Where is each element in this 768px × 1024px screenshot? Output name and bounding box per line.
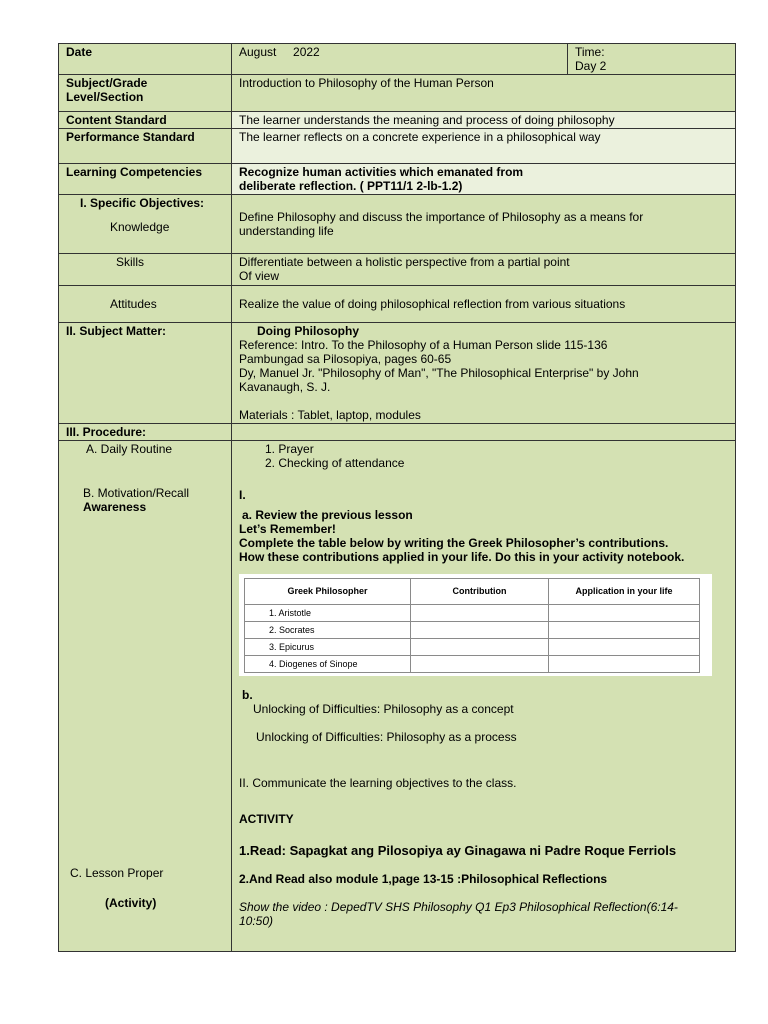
reference-1: Reference: Intro. To the Philosophy of a Human Person slide 115-136 — [239, 338, 608, 352]
gp-diogenes: 4. Diogenes of Sinope — [269, 659, 358, 669]
attitudes-value: Realize the value of doing philosophical reflection from various situations — [232, 286, 736, 323]
motivation-label: B. Motivation/Recall — [83, 486, 190, 500]
gp-header-application: Application in your life — [549, 579, 700, 605]
objectives-knowledge-label — [59, 195, 232, 254]
procedure-heading-row — [59, 424, 736, 441]
skills-label-cell — [59, 254, 232, 286]
learning-competencies-row — [59, 164, 736, 195]
instruction-line2: How these contributions applied in your life. Do this in your activity notebook. — [239, 550, 685, 564]
subject-label-line1: Subject/Grade — [66, 76, 148, 90]
read-module: 2.And Read also module 1,page 13-15 :Philosophical Reflections — [239, 872, 608, 886]
review-previous-lesson: a. Review the previous lesson — [242, 508, 413, 522]
date-label: Date — [59, 44, 232, 75]
performance-standard-label: Performance Standard — [59, 129, 232, 164]
skills-label: Skills — [116, 255, 145, 269]
routine-item-attendance: 2. Checking of attendance — [265, 456, 405, 470]
performance-standard-value: The learner reflects on a concrete experience in a philosophical way — [232, 129, 736, 164]
procedure-heading-blank — [232, 424, 736, 441]
unlocking-process: Unlocking of Difficulties: Philosophy as a process — [256, 730, 517, 744]
materials: Materials : Tablet, laptop, modules — [239, 408, 421, 422]
performance-standard-row — [59, 129, 736, 164]
competency-line2: deliberate reflection. ( PPT11/1 2-lb-1.2) — [239, 179, 463, 193]
subject-matter-value — [232, 323, 736, 424]
learning-competencies-label: Learning Competencies — [59, 164, 232, 195]
attitudes-label-cell — [59, 286, 232, 323]
lets-remember: Let’s Remember! — [239, 522, 336, 536]
gp-socrates: 2. Socrates — [269, 625, 315, 635]
video-line2: 10:50) — [239, 914, 274, 928]
content-standard-label: Content Standard — [59, 112, 232, 129]
knowledge-line1: Define Philosophy and discuss the importance of Philosophy as a means for — [239, 210, 644, 224]
gp-row — [245, 656, 700, 673]
date-month: August — [239, 45, 277, 59]
b-label: b. — [242, 688, 253, 702]
date-year: 2022 — [293, 45, 320, 59]
time-label: Time: — [575, 45, 605, 59]
competency-line1: Recognize human activities which emanated from — [239, 165, 524, 179]
roman-one: I. — [239, 488, 246, 502]
skills-line2: Of view — [239, 269, 280, 283]
reference-3-line2: Kavanaugh, S. J. — [239, 380, 331, 394]
reference-3-line1: Dy, Manuel Jr. "Philosophy of Man", "The Philosophical Enterprise" by John — [239, 366, 639, 380]
knowledge-value — [232, 195, 736, 254]
video-line1: Show the video : DepedTV SHS Philosophy Q1 Ep3 Philosophical Reflection(6:14- — [239, 900, 678, 914]
procedure-heading: III. Procedure: — [59, 424, 232, 441]
activity-heading: ACTIVITY — [239, 812, 294, 826]
attitudes-row — [59, 286, 736, 323]
gp-epicurus: 3. Epicurus — [269, 642, 315, 652]
learning-competencies-value — [232, 164, 736, 195]
procedure-content — [232, 441, 736, 952]
subject-label-line2: Level/Section — [66, 90, 144, 104]
gp-header-contribution: Contribution — [411, 579, 549, 605]
greek-philosopher-table-image — [239, 574, 712, 676]
routine-item-prayer: 1. Prayer — [265, 442, 314, 456]
gp-row — [245, 639, 700, 656]
time-cell — [568, 44, 736, 75]
day-value: Day 2 — [575, 59, 607, 73]
attitudes-label: Attitudes — [110, 297, 157, 311]
skills-line1: Differentiate between a holistic perspective from a partial point — [239, 255, 570, 269]
date-value — [232, 44, 568, 75]
knowledge-label: Knowledge — [110, 220, 170, 234]
gp-row — [245, 622, 700, 639]
daily-routine-label: A. Daily Routine — [86, 442, 173, 456]
skills-row — [59, 254, 736, 286]
date-row — [59, 44, 736, 75]
subject-matter-row — [59, 323, 736, 424]
reference-2: Pambungad sa Pilosopiya, pages 60-65 — [239, 352, 452, 366]
lesson-plan-table — [58, 43, 736, 952]
lesson-plan — [58, 43, 735, 952]
subject-label — [59, 75, 232, 112]
content-standard-value: The learner understands the meaning and process of doing philosophy — [232, 112, 736, 129]
read-ferriols: 1.Read: Sapagkat ang Pilosopiya ay Ginagawa ni Padre Roque Ferriols — [239, 843, 677, 858]
subject-matter-label: II. Subject Matter: — [59, 323, 232, 424]
subject-value: Introduction to Philosophy of the Human Person — [232, 75, 736, 112]
greek-philosopher-table — [244, 578, 700, 673]
skills-value — [232, 254, 736, 286]
procedure-labels — [59, 441, 232, 952]
knowledge-row — [59, 195, 736, 254]
subject-row — [59, 75, 736, 112]
subject-matter-title: Doing Philosophy — [257, 324, 359, 338]
procedure-body-row — [59, 441, 736, 952]
gp-row — [245, 605, 700, 622]
objectives-heading: I. Specific Objectives: — [80, 196, 205, 210]
unlocking-concept: Unlocking of Difficulties: Philosophy as a concept — [253, 702, 514, 716]
awareness-label: Awareness — [83, 500, 147, 514]
lesson-proper-label: C. Lesson Proper — [70, 866, 164, 880]
content-standard-row — [59, 112, 736, 129]
gp-header-philosopher: Greek Philosopher — [245, 579, 411, 605]
instruction-line1: Complete the table below by writing the Greek Philosopher’s contributions. — [239, 536, 669, 550]
knowledge-line2: understanding life — [239, 224, 334, 238]
gp-aristotle: 1. Aristotle — [269, 608, 312, 618]
communicate-objectives: II. Communicate the learning objectives to the class. — [239, 776, 517, 790]
activity-label: (Activity) — [105, 896, 157, 910]
